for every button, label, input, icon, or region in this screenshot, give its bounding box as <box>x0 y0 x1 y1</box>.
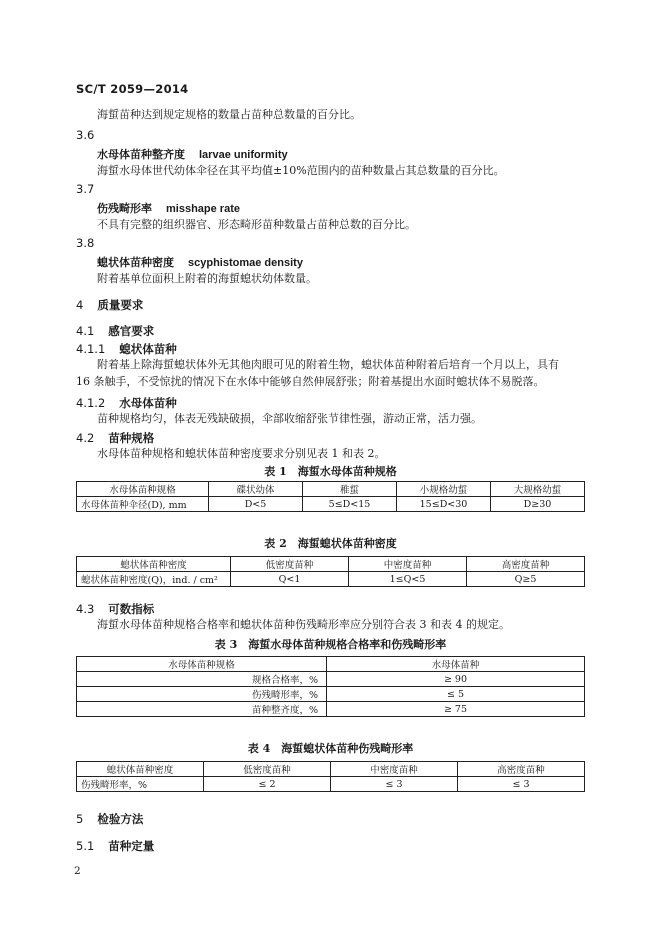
table-cell: 苗种整齐度，% <box>77 702 327 717</box>
table-cell: 中密度苗种 <box>331 762 458 777</box>
table-header-row <box>77 762 585 777</box>
clause-number: 3.8 <box>76 236 95 250</box>
table-cell: 1≤Q<5 <box>349 572 467 587</box>
table-cell: 规格合格率，% <box>77 672 327 687</box>
table-cell: 稚蜇 <box>303 482 397 497</box>
section-heading: 5 检验方法 <box>76 812 144 826</box>
term-definition: 附着基单位面积上附着的海蜇螅状幼体数量。 <box>97 272 317 285</box>
section-heading: 4 质量要求 <box>76 298 144 312</box>
table-row <box>77 497 585 512</box>
section-heading: 4.2 苗种规格 <box>76 431 155 445</box>
paragraph: 水母体苗种规格和螅状体苗种密度要求分别见表 1 和表 2。 <box>97 447 386 460</box>
section-heading: 5.1 苗种定量 <box>76 839 155 853</box>
table-header-row <box>77 482 585 497</box>
table-cell: ≤ 2 <box>204 777 331 792</box>
table-cell: 螅状体苗种密度(Q)，ind. / cm² <box>77 572 231 587</box>
clause-number: 3.7 <box>76 182 95 196</box>
paragraph: 海蜇苗种达到规定规格的数量占苗种总数量的百分比。 <box>97 108 361 121</box>
paragraph: 苗种规格均匀，体表无残缺破损，伞部收缩舒张节律性强，游动正常，活力强。 <box>97 412 482 425</box>
table-cell: 水母体苗种规格 <box>77 482 209 497</box>
section-heading: 4.1.1 螅状体苗种 <box>76 342 177 356</box>
paragraph: 16 条触手，不受惊扰的情况下在水体中能够自然伸展舒张；附着基提出水面时螅状体不易脱落。 <box>76 375 545 388</box>
table-header-row <box>77 557 585 572</box>
table-cell: 水母体苗种伞径(D), mm <box>77 497 209 512</box>
table-caption: 表 3 海蜇水母体苗种规格合格率和伤残畸形率 <box>214 638 447 651</box>
table-cell: 高密度苗种 <box>458 762 585 777</box>
table-caption: 表 4 海蜇螅状体苗种伤残畸形率 <box>247 742 414 755</box>
term-definition: 海蜇水母体世代幼体伞径在其平均值±10%范围内的苗种数量占其总数量的百分比。 <box>97 164 505 177</box>
table-qualified-rate <box>76 656 585 717</box>
table-cell: 伤残畸形率，% <box>77 777 204 792</box>
table-cell: Q≥5 <box>467 572 585 587</box>
table-row <box>77 777 585 792</box>
table-cell: 螅状体苗种密度 <box>77 762 204 777</box>
table-cell: ≥ 90 <box>327 672 585 687</box>
table-cell: D<5 <box>209 497 303 512</box>
table-row <box>77 687 585 702</box>
table-caption: 表 1 海蜇水母体苗种规格 <box>264 465 397 478</box>
table-caption: 表 2 海蜇螅状体苗种密度 <box>264 537 397 550</box>
table-cell: ≤ 3 <box>458 777 585 792</box>
table-cell: 高密度苗种 <box>467 557 585 572</box>
paragraph: 附着基上除海蜇螅状体外无其他肉眼可见的附着生物，螅状体苗种附着后培育一个月以上，具有 <box>97 358 559 371</box>
standard-code-header: SC/T 2059—2014 <box>76 82 189 96</box>
term-heading: 水母体苗种整齐度 larvae uniformity <box>97 148 288 161</box>
table-cell: Q<1 <box>231 572 349 587</box>
table-cell: 5≤D<15 <box>303 497 397 512</box>
table-cell: 低密度苗种 <box>204 762 331 777</box>
table-cell: 伤残畸形率，% <box>77 687 327 702</box>
table-cell: D≥30 <box>491 497 585 512</box>
table-misshape-rate <box>76 761 585 792</box>
term-definition: 不具有完整的组织器官、形态畸形苗种数量占苗种总数的百分比。 <box>97 218 416 231</box>
term-heading: 伤残畸形率 misshape rate <box>97 202 240 215</box>
page-number: 2 <box>74 865 81 877</box>
table-cell: 小规格幼蜇 <box>397 482 491 497</box>
table-cell: 水母体苗种规格 <box>77 657 327 672</box>
section-heading: 4.1 感官要求 <box>76 324 155 338</box>
table-cell: 碟状幼体 <box>209 482 303 497</box>
table-scyphistomae-density <box>76 556 585 587</box>
table-header-row <box>77 657 585 672</box>
table-row <box>77 572 585 587</box>
table-cell: 低密度苗种 <box>231 557 349 572</box>
section-heading: 4.3 可数指标 <box>76 602 155 616</box>
clause-number: 3.6 <box>76 128 95 142</box>
table-cell: 15≤D<30 <box>397 497 491 512</box>
table-cell: 大规格幼蜇 <box>491 482 585 497</box>
table-row <box>77 672 585 687</box>
term-heading: 螅状体苗种密度 scyphistomae density <box>97 256 303 269</box>
table-cell: 水母体苗种 <box>327 657 585 672</box>
table-cell: 螅状体苗种密度 <box>77 557 231 572</box>
table-larvae-size <box>76 481 585 512</box>
section-heading: 4.1.2 水母体苗种 <box>76 396 177 410</box>
table-row <box>77 702 585 717</box>
table-cell: ≤ 3 <box>331 777 458 792</box>
table-cell: ≤ 5 <box>327 687 585 702</box>
paragraph: 海蜇水母体苗种规格合格率和螅状体苗种伤残畸形率应分别符合表 3 和表 4 的规定。 <box>97 618 510 631</box>
table-cell: 中密度苗种 <box>349 557 467 572</box>
table-cell: ≥ 75 <box>327 702 585 717</box>
